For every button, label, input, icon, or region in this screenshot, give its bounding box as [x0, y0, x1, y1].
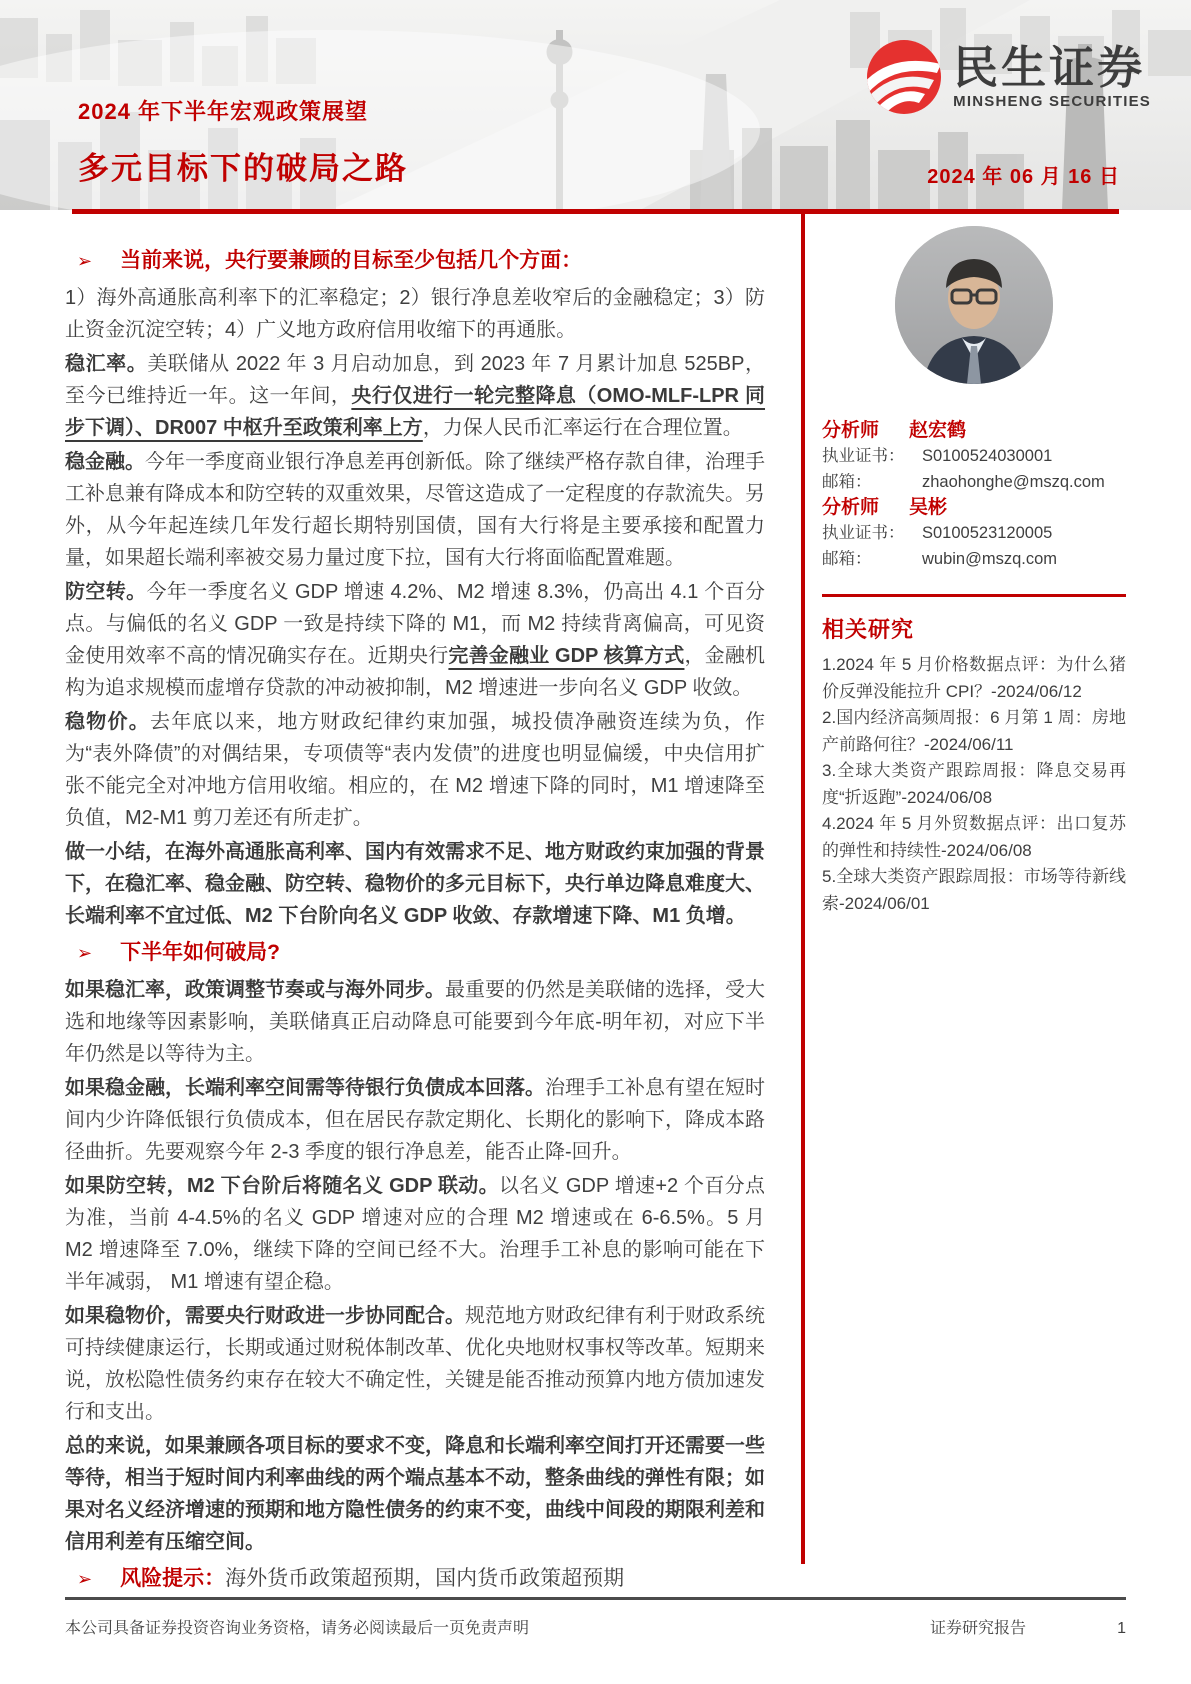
- related-research-item[interactable]: 5.全球大类资产跟踪周报：市场等待新线索-2024/06/01: [822, 867, 1126, 913]
- analyst-role-label: 分析师: [822, 497, 880, 518]
- analyst-email-value[interactable]: zhaohonghe@mszq.com: [922, 472, 1105, 491]
- logo-text: [953, 41, 1151, 111]
- text-run: 如果防空转，M2 下台阶后将随名义 GDP 联动。: [65, 1175, 499, 1197]
- text-run: 今年一季度名义 GDP 增速 4.2%、M2 增速 8.3%，仍高出 4.1 个百分点。与偏低的名义 GDP 一致是持续下降的 M1，而 M2 持续背离偏高，可见资金使用效率不高的情况确实存在。近期央行: [65, 581, 765, 667]
- section-heading: [65, 1562, 765, 1596]
- text-run: 规范地方财政纪律有利于财政系统可持续健康运行，长期或通过财税体制改革、优化央地财权事权等改革。短期来说，放松隐性债务约束存在较大不确定性，关键是能否推动预算内地方债加速发行和支出。: [65, 1305, 765, 1423]
- paragraph: [65, 1430, 765, 1558]
- company-logo: [867, 40, 1151, 114]
- text-run: 如果稳汇率，政策调整节奏或与海外同步。: [65, 979, 445, 1001]
- footer-divider: [65, 1597, 1126, 1600]
- analyst-cert-row: [822, 444, 1126, 470]
- analyst-cert-label: 执业证书：: [822, 447, 905, 465]
- text-run: 完善金融业 GDP 核算方式: [448, 645, 685, 667]
- text-run: 当前来说，央行要兼顾的目标至少包括几个方面：: [120, 249, 583, 272]
- analyst-email-row: [822, 470, 1126, 496]
- analyst-email-label: 邮箱：: [822, 472, 872, 491]
- analyst-email-value[interactable]: wubin@mszq.com: [922, 549, 1058, 568]
- text-run: 最重要的仍然是美联储的选择，受大选和地缘等因素影响，美联储真正启动降息可能要到今年底-明年初，对应下半年仍然是以等待为主。: [65, 979, 765, 1065]
- text-run: 防空转。: [65, 581, 147, 603]
- text-run: 如果稳金融，长端利率空间需等待银行负债成本回落。: [65, 1077, 545, 1099]
- bullet-arrow-icon: ➢: [77, 251, 93, 271]
- analyst-name: 赵宏鹤: [909, 420, 967, 441]
- analyst-list: [822, 418, 1126, 572]
- text-run: 央行仅进行一轮完整降息（OMO-MLF-LPR 同步下调）、DR007 中枢升至政策利率上方: [65, 385, 766, 439]
- analyst-name-row: [822, 418, 1126, 444]
- section-heading: [65, 244, 765, 278]
- paragraph: [65, 974, 765, 1070]
- analyst-photo: [895, 226, 1053, 384]
- logo-cn-name: 民生证券: [953, 41, 1146, 93]
- text-run: 1）海外高通胀高利率下的汇率稳定；2）银行净息差收窄后的金融稳定；3）防止资金沉淀空转；4）广义地方政府信用收缩下的再通胀。: [65, 287, 765, 341]
- text-run: 美联储从 2022 年 3 月启动加息，到 2023 年 7 月累计加息 525BP，至今已维持近一年。这一年间，: [65, 353, 765, 407]
- paragraph: [65, 282, 765, 346]
- analyst-cert-row: [822, 521, 1126, 547]
- report-date: 2024 年 06 月 16 日: [927, 166, 1120, 188]
- bullet-arrow-icon: ➢: [77, 943, 93, 963]
- text-run: 以名义 GDP 增速+2 个百分点为准，当前 4-4.5%的名义 GDP 增速对应的合理 M2 增速或在 6-6.5%。5 月 M2 增速降至 7.0%，继续下降的空间已经不大。治理手工补息的影响可能在下半年减弱， M1 增速有望企稳。: [65, 1175, 766, 1293]
- page-title: 多元目标下的破局之路: [78, 151, 408, 186]
- article: [65, 240, 765, 1600]
- bullet-arrow-icon: ➢: [77, 1569, 93, 1589]
- related-research-item[interactable]: 2.国内经济高频周报：6 月第 1 周：房地产前路何往？-2024/06/11: [822, 708, 1126, 754]
- analyst-cert-value: S0100524030001: [922, 447, 1053, 465]
- analyst-email-label: 邮箱：: [822, 549, 872, 568]
- logo-en-name: MINSHENG SECURITIES: [953, 93, 1151, 111]
- series-label: 2024 年下半年宏观政策展望: [78, 99, 369, 124]
- paragraph: [65, 706, 765, 834]
- text-run: 总的来说，如果兼顾各项目标的要求不变，降息和长端利率空间打开还需要一些等待，相当于短时间内利率曲线的两个端点基本不动，整条曲线的弹性有限；如果对名义经济增速的预期和地方隐性债务的约束不变，曲线中间段的期限利差和信用利差有压缩空间。: [65, 1435, 765, 1553]
- text-run: 稳金融。: [65, 451, 145, 473]
- section-heading: [65, 936, 765, 970]
- footer-doc-type: 证券研究报告: [929, 1620, 1026, 1637]
- analyst-email-row: [822, 547, 1126, 573]
- related-research-item[interactable]: 1.2024 年 5 月价格数据点评：为什么猪价反弹没能拉升 CPI？-2024/06/12: [822, 655, 1126, 701]
- paragraph: [65, 446, 765, 574]
- paragraph: [65, 836, 765, 932]
- footer: [65, 1615, 1126, 1638]
- analyst-portrait-icon: [895, 226, 1053, 384]
- sidebar-divider: [822, 594, 1126, 597]
- text-run: 如果稳物价，需要央行财政进一步协同配合。: [65, 1305, 465, 1327]
- text-run: ，金融机构为追求规模而虚增存贷款的冲动被抑制，M2 增速进一步向名义 GDP 收敛。: [65, 645, 766, 699]
- related-research-list: [822, 652, 1126, 917]
- footer-disclaimer: 本公司具备证券投资咨询业务资格，请务必阅读最后一页免责声明: [65, 1620, 530, 1637]
- analyst-cert-label: 执业证书：: [822, 524, 905, 542]
- related-research-title: 相关研究: [822, 617, 915, 642]
- text-run: 治理手工补息有望在短时间内少许降低银行负债成本，但在居民存款定期化、长期化的影响下，降成本路径曲折。先要观察今年 2-3 季度的银行净息差，能否止降-回升。: [65, 1077, 765, 1163]
- paragraph: [65, 348, 765, 444]
- text-run: 去年底以来，地方财政纪律约束加强，城投债净融资连续为负，作为“表外降债”的对偶结果，专项债等“表内发债”的进度也明显偏缓，中央信用扩张不能完全对冲地方信用收缩。相应的，在 M2 增速下降的同时，M1 增速降至负值，M2-M1 剪刀差还有所走扩。: [65, 711, 765, 829]
- text-run: 今年一季度商业银行净息差再创新低。除了继续严格存款自律，治理手工补息兼有降成本和防空转的双重效果，尽管这造成了一定程度的存款流失。另外，从今年起连续几年发行超长期特别国债，国有大行将是主要承接和配置力量，如果超长端利率被交易力量过度下拉，国有大行将面临配置难题。: [65, 451, 765, 569]
- text-run: 稳物价。: [65, 711, 150, 733]
- related-research-item[interactable]: 4.2024 年 5 月外贸数据点评：出口复苏的弹性和持续性-2024/06/08: [822, 814, 1126, 860]
- text-run: 下半年如何破局?: [120, 941, 280, 964]
- column-divider: [801, 214, 805, 1564]
- analyst-cert-value: S0100523120005: [922, 524, 1053, 542]
- text-run: 风险提示：: [120, 1567, 226, 1590]
- paragraph: [65, 576, 765, 704]
- related-research-item[interactable]: 3.全球大类资产跟踪周报：降息交易再度“折返跑”-2024/06/08: [822, 761, 1126, 807]
- analyst-name: 吴彬: [909, 497, 948, 518]
- analyst-name-row: [822, 495, 1126, 521]
- text-run: ，力保人民币汇率运行在合理位置。: [422, 417, 743, 439]
- minsheng-logo-icon: [867, 40, 941, 114]
- paragraph: [65, 1300, 765, 1428]
- page-number: 1: [1117, 1620, 1126, 1637]
- text-run: 稳汇率。: [65, 353, 148, 375]
- analyst-role-label: 分析师: [822, 420, 880, 441]
- sidebar: [822, 214, 1126, 917]
- text-run: 做一小结，在海外高通胀高利率、国内有效需求不足、地方财政约束加强的背景下，在稳汇率、稳金融、防空转、稳物价的多元目标下，央行单边降息难度大、长端利率不宜过低、M2 下台阶向名义 GDP 收敛、存款增速下降、M1 负增。: [65, 841, 765, 927]
- text-run: 海外货币政策超预期，国内货币政策超预期: [225, 1567, 625, 1590]
- paragraph: [65, 1072, 765, 1168]
- paragraph: [65, 1170, 765, 1298]
